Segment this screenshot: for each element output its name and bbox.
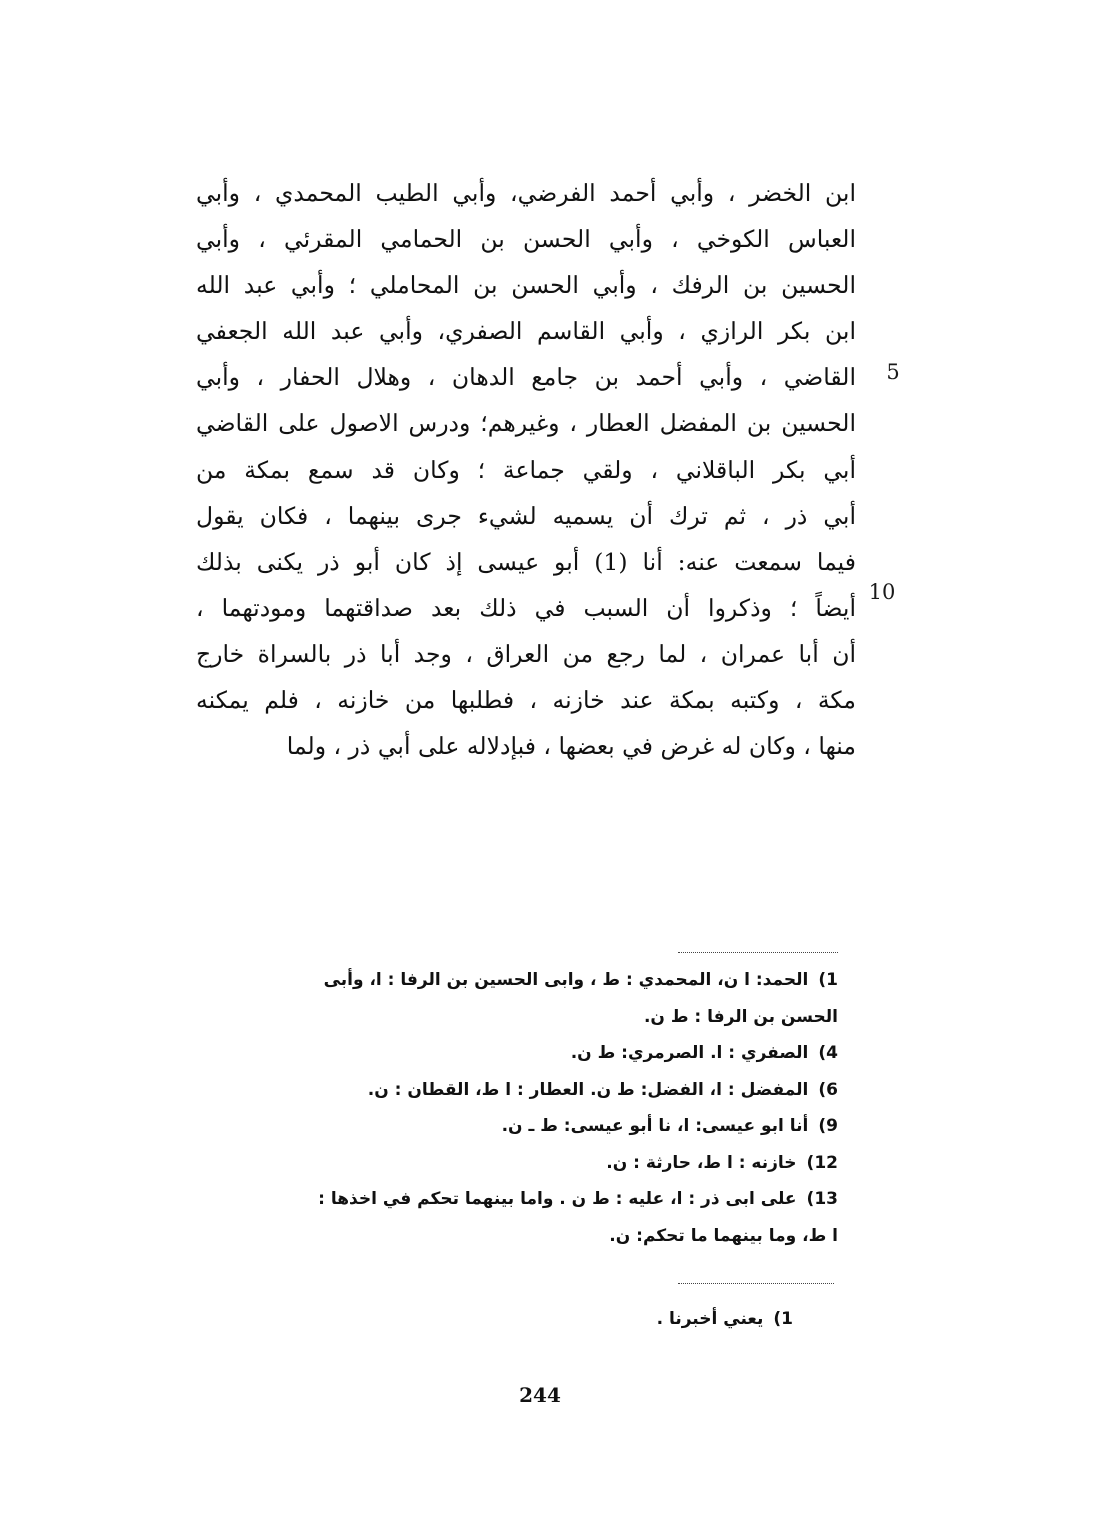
footnote-text: على ابى ذر : ا، عليه : ط ن . واما بينهما تحكم في اخذها : bbox=[318, 1189, 797, 1209]
text-line: فيما سمعت عنه: أنا (1) أبو عيسى إذ كان أبو ذر يكنى بذلك bbox=[196, 547, 856, 576]
footnote-number: 13) bbox=[806, 1189, 838, 1209]
text-line: أبي ذر ، ثم ترك أن يسميه لشيء جرى بينهما ، فكان يقول bbox=[196, 501, 856, 530]
text-line: القاضي ، وأبي أحمد بن جامع الدهان ، وهلال الحفار ، وأبي bbox=[196, 363, 856, 392]
footnote-line bbox=[196, 962, 838, 999]
footnote-text: أنا ابو عيسى: ا، نا أبو عيسى: ط ـ ن. bbox=[501, 1116, 809, 1136]
text-line: أن أبا عمران ، لما رجع من العراق ، وجد أبا ذر بالسراة خارج bbox=[196, 639, 856, 668]
text-line: أبي بكر الباقلاني ، ولقي جماعة ؛ وكان قد سمع بمكة من bbox=[196, 455, 856, 484]
footnote-text: الحسن بن الرفا : ط ن. bbox=[643, 1006, 838, 1027]
author-note-number: 1) bbox=[773, 1309, 793, 1329]
footnote-line bbox=[196, 1035, 838, 1072]
footnote-line bbox=[196, 999, 838, 1036]
footnote-number: 9) bbox=[818, 1116, 838, 1136]
footnote-text: ا ط، وما بينهما ما تحكم: ن. bbox=[609, 1225, 838, 1246]
note-separator bbox=[678, 1283, 834, 1284]
footnote-text: الحمد: ا ن، المحمدي : ط ، وابى الحسين بن الرفا : ا، وأبى bbox=[323, 970, 809, 990]
text-line: مكة ، وكتبه بمكة عند خازنه ، فطلبها من خازنه ، فلم يمكنه bbox=[196, 686, 856, 715]
footnote-text: المفضل : ا، الفضل: ط ن. العطار : ا ط، القطان : ن. bbox=[367, 1079, 809, 1100]
footnote-number: 12) bbox=[806, 1152, 838, 1173]
footnote-number: 6) bbox=[818, 1079, 838, 1100]
footnote-line bbox=[196, 1072, 838, 1109]
footnote-number: 1) bbox=[818, 970, 838, 990]
text-line: ابن بكر الرازي ، وأبي القاسم الصفري، وأبي عبد الله الجعفي bbox=[196, 317, 856, 346]
text-line: الحسين بن المفضل العطار ، وغيرهم؛ ودرس الاصول على القاضي bbox=[196, 409, 856, 438]
footnote-number: 4) bbox=[818, 1043, 838, 1063]
line-number-5: 5 bbox=[886, 360, 900, 384]
text-line: منها ، وكان له غرض في بعضها ، فبإدلاله على أبي ذر ، ولما bbox=[286, 732, 856, 761]
footnote-text: الصفري : ا. الصرمري: ط ن. bbox=[570, 1043, 809, 1063]
author-note bbox=[400, 1301, 793, 1337]
line-number-10: 10 bbox=[868, 580, 896, 604]
footnote-separator bbox=[678, 952, 838, 953]
author-note-text: يعني أخبرنا . bbox=[656, 1309, 764, 1329]
page-number: 244 bbox=[519, 1383, 561, 1407]
footnote-line bbox=[196, 1218, 838, 1255]
footnote-line bbox=[196, 1181, 838, 1218]
footnote-text: خازنه : ا ط، حارثة : ن. bbox=[606, 1152, 797, 1173]
variant-footnotes bbox=[196, 962, 838, 1254]
text-line: الحسين بن الرفك ، وأبي الحسن بن المحاملي ؛ وأبي عبد الله bbox=[196, 271, 856, 300]
text-line: ابن الخضر ، وأبي أحمد الفرضي، وأبي الطيب المحمدي ، وأبي bbox=[196, 179, 856, 207]
text-line: أيضاً ؛ وذكروا أن السبب في ذلك بعد صداقتهما ومودتهما ، bbox=[196, 593, 856, 622]
main-text-block bbox=[196, 170, 856, 769]
footnote-line bbox=[196, 1108, 838, 1145]
footnote-line bbox=[196, 1145, 838, 1182]
text-line: العباس الكوخي ، وأبي الحسن بن الحمامي المقرئي ، وأبي bbox=[196, 225, 856, 254]
